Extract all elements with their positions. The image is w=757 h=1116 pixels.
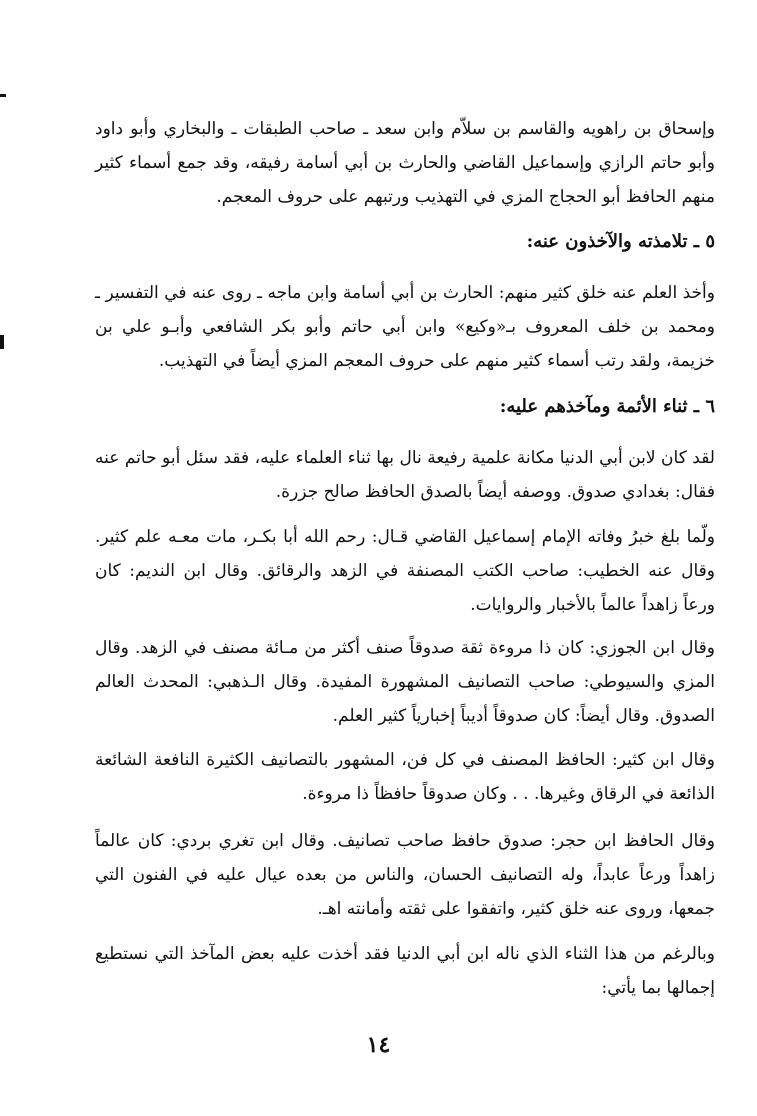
paragraph-criticisms: وبالرغم من هذا الثناء الذي ناله ابن أبي الدنيا فقد أخذت عليه بعض المآخذ التي نستطيع إجمالها بما يأتي:	[95, 944, 715, 998]
paragraph-ibn-hajar: وقال الحافظ ابن حجر: صدوق حافظ صاحب تصانيف. وقال ابن تغري بردي: كان عالماً زاهداً ورعاً عابداً، وله التصانيف الحسان، والناس من بعده عيال عليه في الفنون التي جمعها، وروى عنه خلق كثير، واتفقوا على ثقته وأمانته اهـ.	[95, 831, 716, 919]
paragraph-ismail-qadi: ولّما بلغ خبرُ وفاته الإمام إسماعيل القاضي قـال: رحم الله أبا بكـر، مات معـه علم كثير. وقال عنه الخطيب: صاحب الكتب المصنفة في الزهد والرقائق. وقال ابن النديم: كان ورعاً زاهداً عالماً بالأخبار والروايات.	[95, 527, 715, 615]
page-number: ١٤	[366, 1032, 391, 1058]
scan-edge-mark-top	[0, 94, 6, 97]
paragraph-ibn-jawzi: وقال ابن الجوزي: كان ذا مروءة ثقة صدوقاً صنف أكثر من مـائة مصنف في الزهد. وقال المزي والسيوطي: صاحب التصانيف المشهورة المفيدة. وقال الـذهبي: المحدث العالم الصدوق. وقال أيضاً: كان صدوقاً أديباً إخبارياً كثير العلم.	[95, 638, 715, 726]
paragraph-students: وأخذ العلم عنه خلق كثير منهم: الحارث بن أبي أسامة وابن ماجه ـ روى عنه في التفسير ـ ومحمد بن خلف المعروف بـ«وكيع» وابن أبي حاتم وأبو بكر الشافعي وأبـو علي بن خزيمة، ولقد رتب أسماء كثير منهم على حروف المعجم المزي أيضاً في التهذيب.	[95, 283, 715, 371]
paragraph-continuation: وإسحاق بن راهويه والقاسم بن سلاّم وابن سعد ـ صاحب الطبقات ـ والبخاري وأبو داود وأبو حاتم الرازي وإسماعيل القاضي والحارث بن أبي أسامة رفيقه، وقد جمع أسماء كثير منهم الحافظ أبو الحجاج المزي في التهذيب ورتبهم على حروف المعجم.	[95, 119, 715, 207]
paragraph-ibn-kathir: وقال ابن كثير: الحافظ المصنف في كل فن، المشهور بالتصانيف الكثيرة النافعة الشائعة الذائعة في الرقاق وغيرها. . . وكان صدوقاً حافظاً ذا مروءة.	[95, 750, 715, 804]
section-heading-students: ٥ ـ تلامذته والآخذون عنه:	[526, 231, 715, 252]
section-heading-praise: ٦ ـ ثناء الأئمة ومآخذهم عليه:	[499, 396, 715, 417]
scan-edge-mark-middle	[0, 335, 4, 349]
paragraph-praise-intro: لقد كان لابن أبي الدنيا مكانة علمية رفيعة نال بها ثناء العلماء عليه، فقد سئل أبو حاتم عنه فقال: بغدادي صدوق. ووصفه أيضاً بالصدق الحافظ صالح جزرة.	[95, 448, 715, 502]
